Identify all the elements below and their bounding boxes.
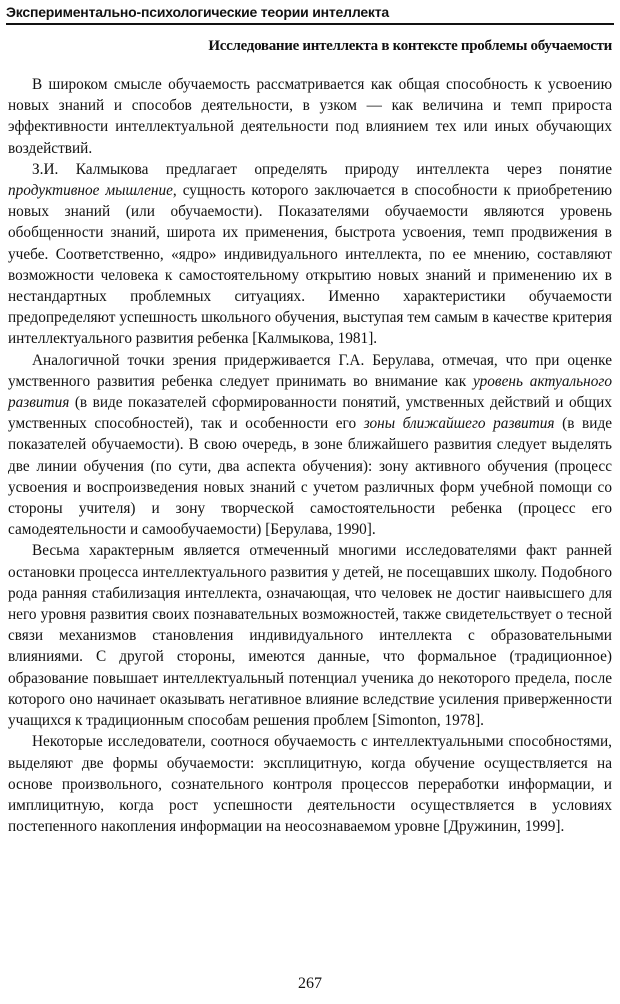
running-title: Экспериментально-психологические теории интеллекта [6,4,389,20]
paragraph-3-text-a: Аналогичной точки зрения придерживается Г.А. Берулава, отмечая, что при оценке умственного развития ребенка следует принимать во внимание как [8,351,612,390]
paragraph-5: Некоторые исследователи, соотнося обучаемость с интеллектуальными способностями, выделяют две формы обучаемости: эксплицитную, когда обучение осуществляется на основе произвольного, сознательного контроля процессов переработки информации, и имплицитную, когда рост успешности деятельности осуществляется в условиях постепенного накопления информации на неосознаваемом уровне [Дружинин, 1999]. [8,733,612,836]
paragraph-1: В широком смысле обучаемость рассматривается как общая способность к усвоению новых знаний и способов деятельности, в узком — как величина и темп прироста эффективности интеллектуальной деятельности под влиянием тех или иных обучающих воздействий. [8,76,612,157]
term-actual-development-level: уровень актуального развития [8,372,612,412]
header-rule [6,23,614,25]
paragraph-3 [8,350,612,541]
term-productive-thinking: продуктивное мышление [8,182,173,200]
paragraph-4: Весьма характерным является отмеченный многими исследователями факт ранней остановки процесса интеллектуального развития у детей, не посещавших школу. Подобного рода ранняя стабилизация интеллекта, означающая, что человек не достиг наивысшего для него уровня развития своих познавательных возможностей, также свидетельствует о тесной связи механизмов становления индивидуального интеллекта с образовательными влияниями. С другой стороны, имеются данные, что формальное (традиционное) образование повышает интеллектуальный потенциал ученика до некоторого предела, после которого оно начинает оказывать негативное влияние вследствие усиления приверженности учащихся к традиционным способам решения проблем [Simonton, 1978]. [8,542,612,730]
section-title: Исследование интеллекта в контексте проблемы обучаемости [208,38,612,54]
paragraph-2-text-b: , сущность которого заключается в способности к приобретению новых знаний (или обучаемости). Показателями обучаемости являются уровень обобщенности знаний, широта их применения, быстрота усвоения, темп продвижения в учебе. Соответственно, «ядро» индивидуального интеллекта, по ее мнению, составляют возможности человека к самостоятельному открытию новых знаний и применению их в нестандартных проблемных ситуациях. Именно характеристики обучаемости предопределяют успешность школьного обучения, выступая тем самым в качестве критерия интеллектуального развития ребенка [Калмыкова, 1981]. [8,182,612,348]
body-text [8,74,612,837]
term-zone-of-proximal-development: зоны ближайшего развития [363,415,555,433]
paragraph-3-text-b: (в виде показателей сформированности понятий, умственных действий и общих умственных способностей), так и особенности его [8,394,612,433]
page-number: 267 [298,975,322,992]
paragraph-2-text-a: З.И. Калмыкова предлагает определять природу интеллекта через понятие [32,160,612,178]
paragraph-2 [8,159,612,350]
paragraph-3-text-c: (в виде показателей обучаемости). В свою очередь, в зоне ближайшего развития следует выделять две линии обучения (по сути, два аспекта обучения): зону активного обучения (процесс усвоения и воспроизведения новых знаний с учетом различных форм учебной помощи со стороны учителя) и зону творческой самостоятельности ребенка (процесс его самодеятельности и самообучаемости) [Берулава, 1990]. [8,415,613,539]
